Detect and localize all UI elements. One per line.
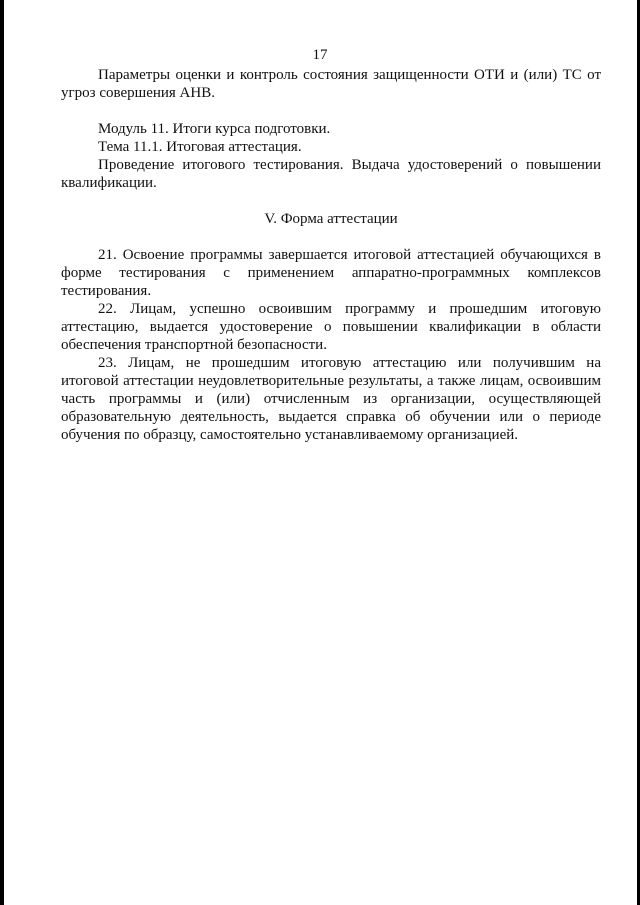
paragraph-module-11: Модуль 11. Итоги курса подготовки. <box>98 121 331 137</box>
page-number: 17 <box>312 47 328 63</box>
section-heading: V. Форма аттестации <box>264 211 398 227</box>
scan-left-edge <box>0 0 4 905</box>
document-body <box>61 66 601 444</box>
paragraph-topic-11-1: Тема 11.1. Итоговая аттестация. <box>98 139 302 155</box>
spacer <box>61 192 601 210</box>
spacer <box>61 102 601 120</box>
paragraph-item-23: 23. Лицам, не прошедшим итоговую аттестацию или получившим на итоговой аттестации неудовлетворительные результаты, а также лицам, освоившим часть программы и (или) отчисленным из организации, осуществляющей образовательную деятельность, выдается справка об обучении или о периоде обучения по образцу, самостоятельно устанавливаемому организацией. <box>61 355 601 443</box>
paragraph-item-21: 21. Освоение программы завершается итоговой аттестацией обучающихся в форме тестирования с применением аппаратно-программных комплексов тестирования. <box>61 247 601 299</box>
paragraph-parameters: Параметры оценки и контроль состояния защищенности ОТИ и (или) ТС от угроз совершения АНВ. <box>61 67 601 101</box>
paragraph-item-22: 22. Лицам, успешно освоившим программу и прошедшим итоговую аттестацию, выдается удостоверение о повышении квалификации в области обеспечения транспортной безопасности. <box>61 301 601 353</box>
paragraph-final-testing: Проведение итогового тестирования. Выдача удостоверений о повышении квалификации. <box>61 157 601 191</box>
spacer <box>61 228 601 246</box>
